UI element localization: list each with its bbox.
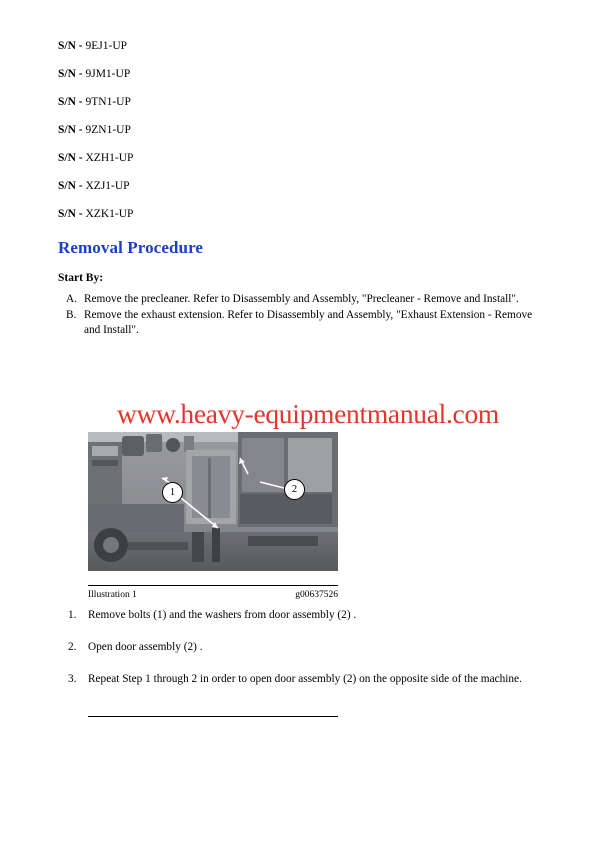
serial-number-label: S/N - [58, 40, 83, 52]
figure-id: g00637526 [295, 590, 338, 600]
list-item [58, 292, 544, 307]
list-item-text: Open door assembly (2) . [88, 641, 203, 654]
serial-number-value: 9EJ1-UP [85, 40, 128, 52]
figure-block [88, 432, 340, 600]
figure-caption-label: Illustration 1 [88, 590, 137, 600]
serial-number-line [58, 152, 544, 166]
list-item-marker: A. [66, 292, 77, 305]
list-item-marker: 3. [68, 673, 77, 686]
serial-number-label: S/N - [58, 95, 83, 108]
figure-caption [88, 585, 338, 600]
serial-number-line [58, 124, 544, 138]
steps-list [58, 608, 544, 704]
serial-number-value: XZK1-UP [85, 207, 134, 220]
callout-2: 2 [284, 479, 305, 500]
list-item-marker: 1. [68, 609, 77, 621]
section-divider [88, 716, 338, 717]
serial-number-value: 9JM1-UP [85, 67, 131, 80]
list-item [58, 640, 544, 655]
serial-number-value: 9ZN1-UP [85, 123, 131, 136]
list-item-marker: 2. [68, 641, 77, 654]
serial-number-label: S/N - [58, 207, 83, 220]
serial-number-list [58, 40, 544, 222]
watermark: www.heavy-equipmentmanual.com [116, 398, 500, 429]
section-title: Removal Procedure [58, 237, 204, 257]
serial-number-label: S/N - [58, 123, 83, 136]
serial-number-label: S/N - [58, 151, 83, 164]
list-item [58, 672, 544, 687]
serial-number-line [58, 68, 544, 82]
serial-number-line [58, 208, 544, 222]
list-item-text: Remove bolts (1) and the washers from door assembly (2) . [88, 609, 357, 621]
list-item-text: Repeat Step 1 through 2 in order to open door assembly (2) on the opposite side of the machine. [88, 673, 522, 686]
serial-number-value: XZH1-UP [85, 151, 134, 164]
serial-number-label: S/N - [58, 67, 83, 80]
serial-number-line [58, 96, 544, 110]
serial-number-label: S/N - [58, 179, 83, 192]
serial-number-line [58, 180, 544, 194]
start-by-label: Start By: [58, 271, 104, 284]
list-item [58, 308, 544, 338]
list-item-text: Remove the exhaust extension. Refer to Disassembly and Assembly, "Exhaust Extension - Remove and Install". [84, 308, 533, 336]
list-item-text: Remove the precleaner. Refer to Disassembly and Assembly, "Precleaner - Remove and Install". [84, 292, 519, 305]
start-by-list [58, 292, 544, 338]
leader-lines [88, 432, 338, 571]
callout-1: 1 [162, 482, 183, 503]
serial-number-value: XZJ1-UP [85, 179, 130, 192]
document-content [58, 40, 544, 338]
list-item [58, 608, 544, 623]
serial-number-line [58, 40, 544, 54]
illustration-image [88, 432, 338, 571]
serial-number-value: 9TN1-UP [85, 95, 131, 108]
list-item-marker: B. [66, 308, 77, 321]
